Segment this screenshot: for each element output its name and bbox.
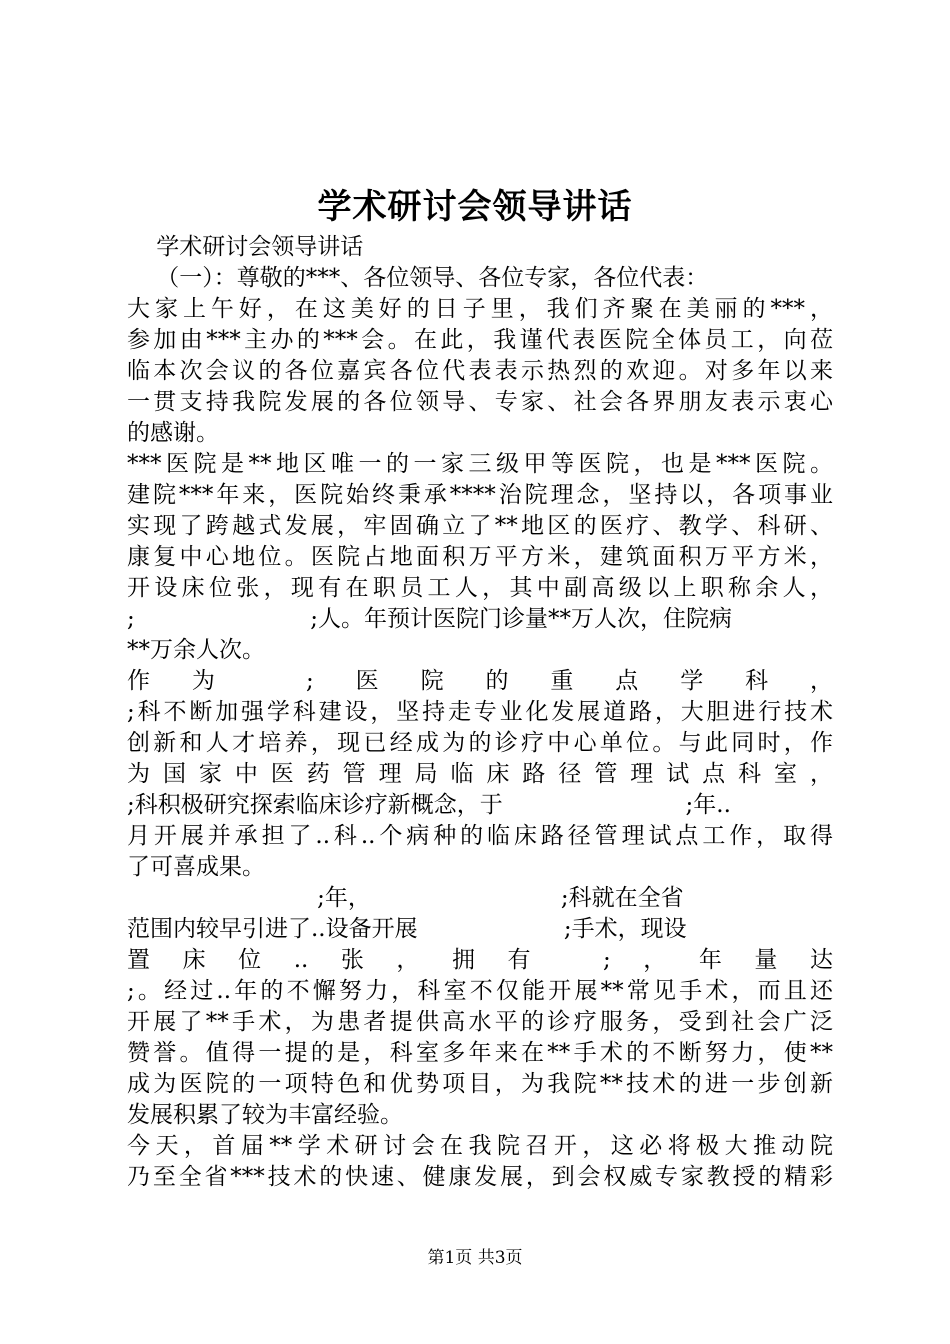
text-line: 建院***年来，医院始终秉承****治院理念，坚持以，各项事业: [127, 482, 833, 508]
text-line: 范围内较早引进了..设备开展 ;手术，现设: [127, 916, 687, 942]
document-title: 学术研讨会领导讲话: [317, 187, 633, 227]
text-line: ;年， ;科就在全省: [127, 885, 684, 911]
text-line: ; ;人。年预计医院门诊量**万人次，住院病: [127, 606, 732, 632]
text-line: ;。经过..年的不懈努力，科室不仅能开展**常见手术，而且还: [127, 978, 833, 1004]
text-line: 开展了**手术，为患者提供高水平的诊疗服务，受到社会广泛: [127, 1009, 833, 1035]
text-line: ;科积极研究探索临床诊疗新概念，于 ;年..: [127, 792, 731, 818]
text-line: 发展积累了较为丰富经验。: [127, 1102, 403, 1128]
text-line: 开设床位张，现有在职员工人，其中副高级以上职称余人，: [127, 575, 833, 601]
text-line: 大家上午好，在这美好的日子里，我们齐聚在美丽的***，: [127, 296, 833, 322]
text-line: 为国家中医药管理局临床路径管理试点科室，: [127, 761, 833, 787]
text-line: 临本次会议的各位嘉宾各位代表表示热烈的欢迎。对多年以来: [127, 358, 833, 384]
text-line: ;科不断加强学科建设，坚持走专业化发展道路，大胆进行技术: [127, 699, 833, 725]
document-body: [127, 232, 833, 1193]
text-line: 康复中心地位。医院占地面积万平方米，建筑面积万平方米，: [127, 544, 833, 570]
text-line: ***医院是**地区唯一的一家三级甲等医院，也是***医院。: [127, 451, 833, 477]
text-line: 月开展并承担了..科..个病种的临床路径管理试点工作，取得: [127, 823, 833, 849]
text-line: （一）：尊敬的***、各位领导、各位专家，各位代表：: [127, 265, 709, 291]
page-footer: 第1页 共3页: [427, 1248, 523, 1268]
text-line: 参加由***主办的***会。在此，我谨代表医院全体员工，向莅: [127, 327, 833, 353]
text-line: 乃至全省***技术的快速、健康发展，到会权威专家教授的精彩: [127, 1164, 833, 1190]
text-line: **万余人次。: [127, 637, 265, 663]
text-line: 一贯支持我院发展的各位领导、专家、社会各界朋友表示衷心: [127, 389, 833, 415]
text-line: 成为医院的一项特色和优势项目，为我院**技术的进一步创新: [127, 1071, 833, 1097]
text-line: 实现了跨越式发展，牢固确立了**地区的医疗、教学、科研、: [127, 513, 833, 539]
text-line: 置床位..张，拥有 ;，年量达: [127, 947, 833, 973]
text-line: 学术研讨会领导讲话: [127, 234, 364, 260]
text-line: 创新和人才培养，现已经成为的诊疗中心单位。与此同时，作: [127, 730, 833, 756]
text-line: 今天，首届**学术研讨会在我院召开，这必将极大推动院: [127, 1133, 833, 1159]
text-line: 的感谢。: [127, 420, 219, 446]
text-line: 了可喜成果。: [127, 854, 265, 880]
text-line: 赞誉。值得一提的是，科室多年来在**手术的不断努力，使**: [127, 1040, 833, 1066]
text-line: 作为 ;医院的重点学科，: [127, 668, 833, 694]
